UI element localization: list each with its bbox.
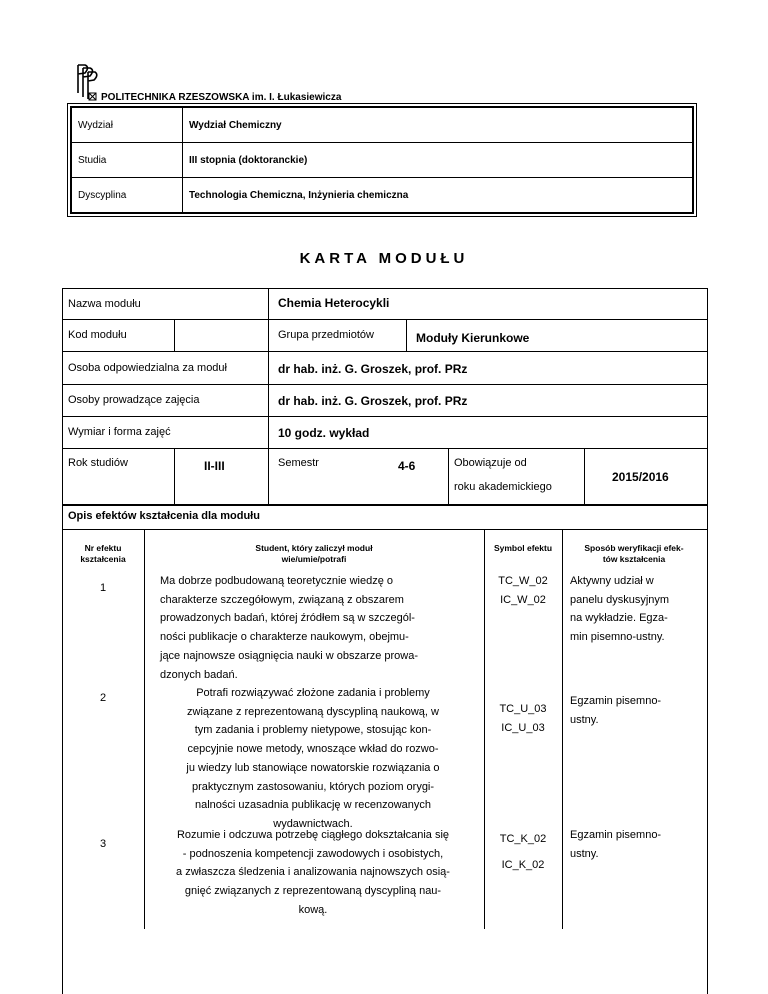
semester-value: 4-6 bbox=[398, 459, 416, 473]
valid-from-label: Obowiązuje od bbox=[454, 457, 527, 469]
faculty-value: Wydział Chemiczny bbox=[183, 107, 694, 143]
effects-section-title: Opis efektów kształcenia dla modułu bbox=[68, 510, 260, 522]
studies-value: III stopnia (doktoranckie) bbox=[183, 143, 694, 178]
effect-1-method: Aktywny udział w panelu dyskusyjnym na wykładzie. Egza- min pisemno-ustny. bbox=[570, 575, 670, 644]
effect-2-symbol: TC_U_03 IC_U_03 bbox=[499, 703, 547, 734]
subject-group-value: Moduły Kierunkowe bbox=[416, 331, 530, 345]
header-row-discipline bbox=[71, 178, 693, 214]
page-title: KARTA MODUŁU bbox=[299, 250, 469, 267]
header-row-studies bbox=[71, 143, 693, 178]
valid-from-value: 2015/2016 bbox=[612, 470, 669, 484]
header-row-faculty bbox=[71, 107, 693, 143]
discipline-label: Dyscyplina bbox=[71, 178, 183, 214]
responsible-person-value: dr hab. inż. G. Groszek, prof. PRz bbox=[278, 362, 468, 376]
effect-2-nr: 2 bbox=[99, 692, 107, 704]
effect-2-method: Egzamin pisemno- ustny. bbox=[570, 695, 662, 726]
effect-1-nr: 1 bbox=[99, 582, 107, 594]
header-table bbox=[70, 106, 694, 214]
effect-3-symbol: TC_K_02 IC_K_02 bbox=[499, 833, 547, 871]
col-header-nr: Nr efektu kształcenia bbox=[80, 543, 126, 564]
col-header-desc-2: wie/umie/potrafi bbox=[281, 554, 347, 564]
academic-year-label: roku akademickiego bbox=[454, 481, 552, 493]
effect-3-description: Rozumie i odczuwa potrzebę ciągłego dokształcania się - podnoszenia kompetencji zawodowych i osobistych, a zwłaszcza śledzenia i analizowania najnowszych osią- gnięć związanych z reprezentowaną dyscypliną nau- kową. bbox=[176, 829, 450, 916]
col-header-method-2: tów kształcenia bbox=[602, 554, 666, 564]
scope-label: Wymiar i forma zajęć bbox=[68, 426, 171, 438]
effect-1-description: Ma dobrze podbudowaną teoretycznie wiedzę o charakterze szczegółowym, związaną z obszarem prowadzonych badań, której źródłem są w szczegól- ności publikacje o charakterze naukowym, obejmu- jące najnowsze osiągnięcia nauki w obszarze prowa- dzonych badań. bbox=[160, 575, 419, 681]
effect-2-description: Potrafi rozwiązywać złożone zadania i problemy związane z reprezentowaną dyscypliną naukową, w tym zadania i problemy nietypowe, stosując kon- cepcyjnie nowe metody, wnoszące wkład do rozwo- ju wiedzy lub stanowiące nowatorskie rozwiązania o praktycznym zastosowaniu, których poziom orygi- nalności uzasadnia publikację w recenzowanych wydawnictwach. bbox=[186, 687, 440, 830]
module-name-label: Nazwa modułu bbox=[68, 298, 141, 310]
study-year-value: II-III bbox=[204, 459, 225, 473]
teachers-label: Osoby prowadzące zajęcia bbox=[68, 394, 200, 406]
university-logo bbox=[75, 63, 99, 101]
studies-label: Studia bbox=[71, 143, 183, 178]
col-header-desc-1: Student, który zaliczył moduł bbox=[255, 543, 373, 553]
teachers-value: dr hab. inż. G. Groszek, prof. PRz bbox=[278, 394, 468, 408]
university-name: POLITECHNIKA RZESZOWSKA im. I. Łukasiewicza bbox=[101, 92, 342, 103]
col-header-symbol: Symbol efektu bbox=[493, 543, 553, 553]
semester-label: Semestr bbox=[278, 457, 319, 469]
subject-group-label: Grupa przedmiotów bbox=[278, 329, 374, 341]
effect-1-symbol: TC_W_02 IC_W_02 bbox=[498, 575, 548, 606]
study-year-label: Rok studiów bbox=[68, 457, 128, 469]
faculty-label: Wydział bbox=[71, 107, 183, 143]
discipline-value: Technologia Chemiczna, Inżynieria chemiczna bbox=[183, 178, 694, 214]
responsible-person-label: Osoba odpowiedzialna za moduł bbox=[68, 362, 227, 374]
scope-value: 10 godz. wykład bbox=[278, 426, 370, 440]
effect-3-method: Egzamin pisemno- ustny. bbox=[570, 829, 662, 860]
module-name-value: Chemia Heterocykli bbox=[278, 296, 390, 310]
module-code-label: Kod modułu bbox=[68, 329, 127, 341]
col-header-method-1: Sposób weryfikacji efek- bbox=[584, 543, 684, 553]
effect-3-nr: 3 bbox=[99, 838, 107, 850]
